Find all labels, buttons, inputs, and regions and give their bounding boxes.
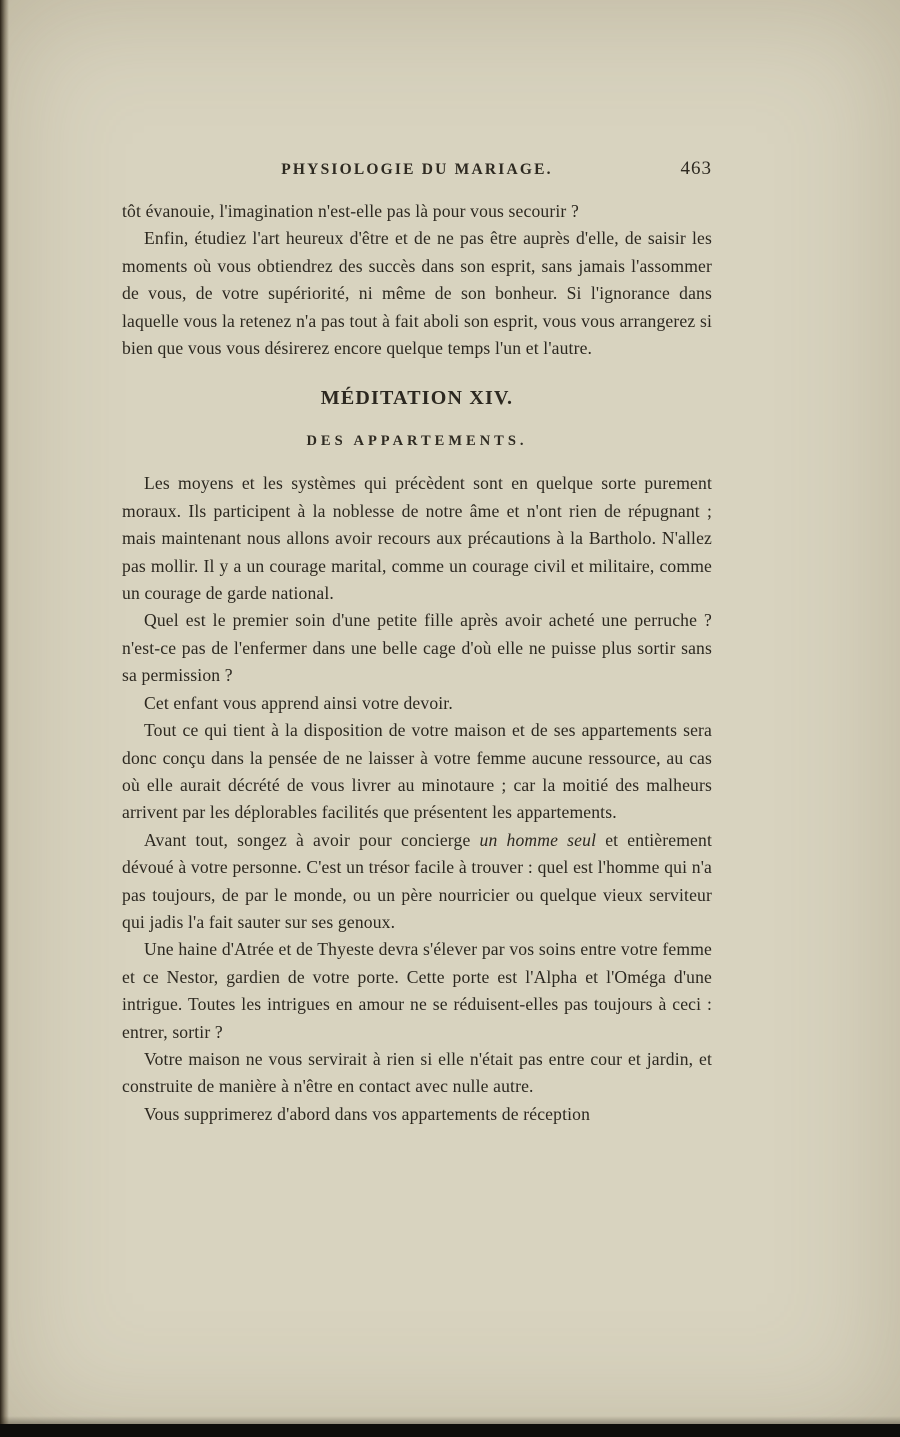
text-segment: Avant tout, songez à avoir pour concierge bbox=[144, 829, 480, 850]
paragraph-continuation: tôt évanouie, l'imagination n'est-elle pas là pour vous secourir ? bbox=[122, 201, 579, 221]
paragraph: Votre maison ne vous servirait à rien si elle n'était pas entre cour et jardin, et construite de manière à n'être en contact avec nulle autre. bbox=[122, 1048, 712, 1097]
page-header bbox=[122, 158, 712, 183]
paragraph-concierge bbox=[122, 827, 712, 937]
text-segment: et entièrement dévoué à votre personne. C'est un trésor facile à trouver : quel est l'homme qui n'a pas toujours, de par le monde, ou un père nourricier ou quelque vieux serviteur qui jadis l'a fait sauter sur ses genoux. bbox=[122, 829, 712, 932]
running-title: PHYSIOLOGIE DU MARIAGE. bbox=[281, 161, 553, 178]
gutter-shadow bbox=[0, 0, 9, 1437]
paragraph: Une haine d'Atrée et de Thyeste devra s'élever par vos soins entre votre femme et ce Nestor, gardien de votre porte. Cette porte est l'Alpha et l'Oméga d'une intrigue. Toutes les intrigues en amour ne se réduisent-elles pas toujours à ceci : entrer, sortir ? bbox=[122, 939, 712, 1042]
paragraph: Tout ce qui tient à la disposition de votre maison et de ses appartements sera donc conçu dans la pensée de ne laisser à votre femme aucune ressource, au cas où elle aurait décrété de vous livrer au minotaure ; car la moitié des malheurs arrivent par les déplorables facilités que présentent les appartements. bbox=[122, 720, 712, 823]
scan-bottom-edge bbox=[0, 1424, 900, 1437]
page-content bbox=[122, 158, 712, 1128]
paragraph: Enfin, étudiez l'art heureux d'être et de ne pas être auprès d'elle, de saisir les moments où vous obtiendrez des succès dans son esprit, sans jamais l'assommer de vous, de votre supériorité, ni même de son bonheur. Si l'ignorance dans laquelle vous la retenez n'a pas tout à fait aboli son esprit, vous vous arrangerez si bien que vous vous désirerez encore quelque temps l'un et l'autre. bbox=[122, 228, 712, 359]
paragraph: Cet enfant vous apprend ainsi votre devoir. bbox=[144, 692, 453, 713]
scan-bottom-fade bbox=[0, 1416, 900, 1424]
paragraph: Vous supprimerez d'abord dans vos appartements de réception bbox=[144, 1103, 591, 1124]
meditation-heading: MÉDITATION XIV. bbox=[320, 387, 514, 410]
italic-phrase: un homme seul bbox=[479, 829, 597, 850]
page-number: 463 bbox=[680, 158, 712, 179]
paragraph: Les moyens et les systèmes qui précèdent sont en quelque sorte purement moraux. Ils participent à la noblesse de notre âme et n'ont rien de répugnant ; mais maintenant nous allons avoir recours aux précautions à la Bartholo. N'allez pas mollir. Il y a un courage marital, comme un courage civil et militaire, comme un courage de garde national. bbox=[122, 473, 712, 604]
section-subheading: DES APPARTEMENTS. bbox=[306, 433, 528, 450]
paragraph: Quel est le premier soin d'une petite fille après avoir acheté une perruche ? n'est-ce pas de l'enfermer dans une belle cage d'où elle ne puisse plus sortir sans sa permission ? bbox=[122, 610, 712, 686]
